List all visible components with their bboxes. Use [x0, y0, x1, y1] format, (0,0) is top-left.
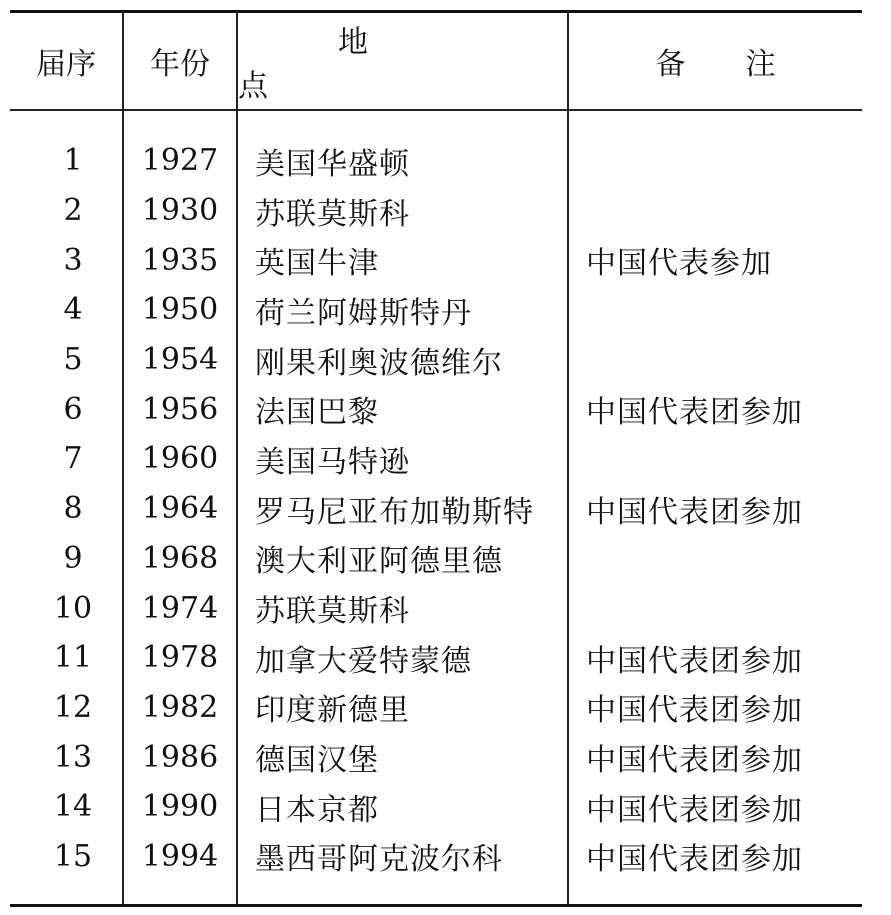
- table-row: [10, 384, 862, 434]
- cell-year: 1978: [141, 640, 219, 676]
- cell-seq: 9: [63, 540, 83, 576]
- table-row: [10, 434, 862, 484]
- table-row: [10, 683, 862, 733]
- table-row: [10, 484, 862, 534]
- cell-location: 美国马特逊: [255, 444, 410, 480]
- header-location: 地点: [238, 25, 468, 104]
- cell-location: 德国汉堡: [255, 743, 379, 779]
- cell-location: 罗马尼亚布加勒斯特: [255, 494, 534, 530]
- cell-note: [586, 285, 862, 335]
- header-note: 备注: [655, 47, 836, 82]
- cell-location: 苏联莫斯科: [255, 594, 410, 630]
- cell-seq: 12: [53, 689, 93, 725]
- table-row: [10, 633, 862, 683]
- cell-note: 中国代表参加: [586, 246, 772, 282]
- table-row: [10, 335, 862, 385]
- cell-year: 1974: [141, 590, 219, 626]
- cell-seq: 11: [53, 640, 93, 676]
- cell-note: 中国代表团参加: [586, 842, 803, 878]
- table-header-rule: [10, 109, 862, 111]
- table-body: [10, 136, 862, 881]
- table-row: [10, 186, 862, 236]
- cell-seq: 4: [63, 292, 83, 328]
- cell-year: 1950: [141, 292, 219, 328]
- cell-note: 中国代表团参加: [586, 693, 803, 729]
- cell-location: 加拿大爱特蒙德: [255, 643, 472, 679]
- cell-seq: 2: [63, 193, 83, 229]
- cell-location: 英国牛津: [255, 246, 379, 282]
- cell-year: 1990: [141, 789, 219, 825]
- cell-year: 1964: [141, 491, 219, 527]
- cell-note: 中国代表团参加: [586, 792, 803, 828]
- cell-year: 1960: [141, 441, 219, 477]
- cell-note: [586, 136, 862, 186]
- table-row: [10, 235, 862, 285]
- table-row: [10, 782, 862, 832]
- cell-note: [586, 534, 862, 584]
- cell-note: 中国代表团参加: [586, 743, 803, 779]
- cell-seq: 6: [63, 391, 83, 427]
- cell-year: 1982: [141, 689, 219, 725]
- cell-seq: 7: [63, 441, 83, 477]
- cell-location: 美国华盛顿: [255, 146, 410, 182]
- cell-note: [586, 583, 862, 633]
- cell-note: 中国代表团参加: [586, 643, 803, 679]
- table-row: [10, 832, 862, 882]
- cell-note: [586, 186, 862, 236]
- cell-seq: 15: [53, 838, 93, 874]
- table-row: [10, 534, 862, 584]
- header-seq: 届序: [36, 47, 96, 82]
- table-row: [10, 285, 862, 335]
- table-row: [10, 732, 862, 782]
- cell-location: 日本京都: [255, 792, 379, 828]
- cell-year: 1935: [141, 242, 219, 278]
- cell-year: 1927: [141, 143, 219, 179]
- cell-location: 墨西哥阿克波尔科: [255, 842, 503, 878]
- cell-location: 荷兰阿姆斯特丹: [255, 295, 472, 331]
- cell-year: 1986: [141, 739, 219, 775]
- cell-seq: 14: [53, 789, 93, 825]
- cell-note: [586, 335, 862, 385]
- table-bottom-rule: [10, 904, 862, 907]
- cell-note: 中国代表团参加: [586, 494, 803, 530]
- cell-year: 1956: [141, 391, 219, 427]
- table-row: [10, 583, 862, 633]
- cell-location: 法国巴黎: [255, 395, 379, 431]
- cell-year: 1954: [141, 342, 219, 378]
- cell-year: 1930: [141, 193, 219, 229]
- cell-location: 印度新德里: [255, 693, 410, 729]
- cell-year: 1968: [141, 540, 219, 576]
- cell-seq: 3: [63, 242, 83, 278]
- cell-seq: 13: [53, 739, 93, 775]
- cell-seq: 10: [53, 590, 93, 626]
- cell-location: 刚果利奥波德维尔: [255, 345, 503, 381]
- table-row: [10, 136, 862, 186]
- cell-location: 澳大利亚阿德里德: [255, 544, 503, 580]
- cell-seq: 1: [63, 143, 83, 179]
- cell-seq: 5: [63, 342, 83, 378]
- cell-year: 1994: [141, 838, 219, 874]
- cell-note: [586, 434, 862, 484]
- header-year: 年份: [150, 47, 210, 82]
- cell-location: 苏联莫斯科: [255, 196, 410, 232]
- cell-note: 中国代表团参加: [586, 395, 803, 431]
- cell-seq: 8: [63, 491, 83, 527]
